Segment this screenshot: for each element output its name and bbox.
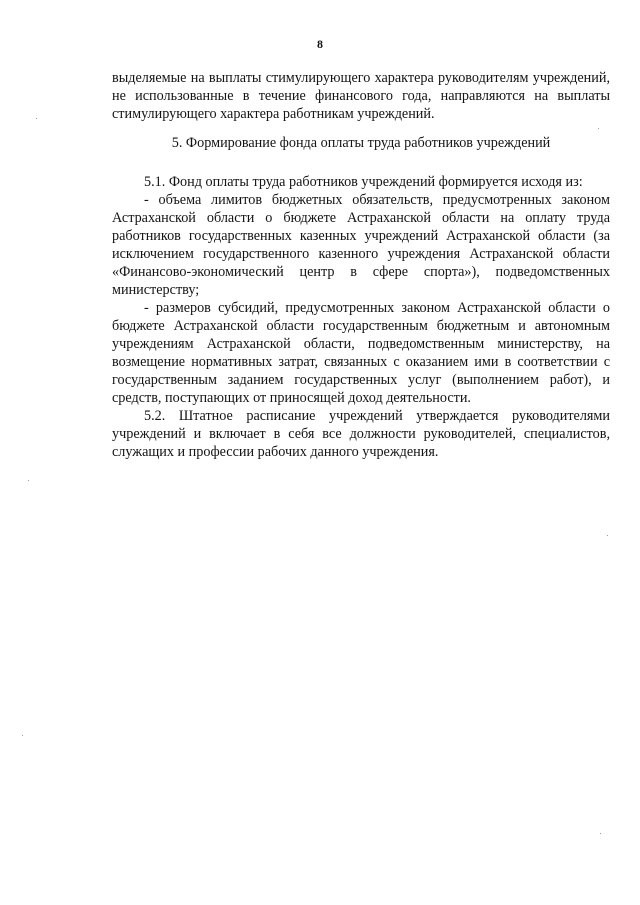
page-number: 8 (317, 37, 323, 51)
paragraph-budget-limits: - объема лимитов бюджетных обязательств, предусмотренных законом Астраханской области о бюджете Астраханской области на оплату труда работников государственных казенных учреждений Астраханской области (за исключением государственного казенного учреждения Астраханской области «Финансово-экономический центр в сфере спорта»), подведомственных министерству; (112, 192, 610, 298)
intro-paragraph-block (112, 69, 610, 123)
scan-speck (36, 118, 37, 119)
scan-speck (598, 128, 599, 129)
scan-speck (22, 735, 23, 736)
section-body (112, 173, 610, 461)
paragraph-5-1: 5.1. Фонд оплаты труда работников учреждений формируется исходя из: (144, 174, 583, 190)
section-heading: 5. Формирование фонда оплаты труда работников учреждений (171, 135, 551, 151)
paragraph-5-2: 5.2. Штатное расписание учреждений утверждается руководителями учреждений и включает в себя все должности руководителей, специалистов, служащих и профессии рабочих данного учреждения. (112, 408, 610, 460)
scan-speck (607, 535, 608, 536)
scan-speck (28, 480, 29, 481)
scan-speck (600, 833, 601, 834)
intro-paragraph: выделяемые на выплаты стимулирующего характера руководителям учреждений, не использованные в течение финансового года, направляются на выплаты стимулирующего характера работникам учреждений. (112, 70, 610, 122)
paragraph-subsidies: - размеров субсидий, предусмотренных законом Астраханской области о бюджете Астраханской области государственным бюджетным и автономным учреждениям Астраханской области, подведомственным министерству, на возмещение нормативных затрат, связанных с оказанием ими в соответствии с государственным заданием государственных услуг (выполнением работ), и средств, поступающих от приносящей доход деятельности. (112, 300, 610, 406)
